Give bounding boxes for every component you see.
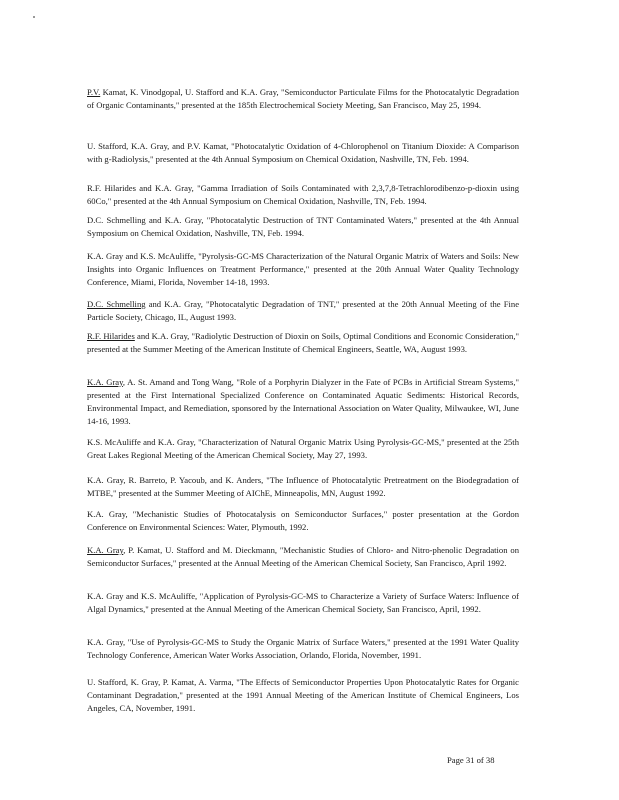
entry-text: Kamat, K. Vinodgopal, U. Stafford and K.A. Gray, "Semiconductor Particulate Films for the Photocatalytic Degradation of Organic Contaminants," presented at the 185th Electrochemical Society Meeting, San Francisco, May 25, 1994. [87,87,519,110]
entry-text: K.A. Gray, R. Barreto, P. Yacoub, and K. Anders, "The Influence of Photocatalytic Pretreatment on the Biodegradation of MTBE," presented at the Summer Meeting of AIChE, Minneapolis, MN, August 1992. [87,475,519,498]
entry-text: K.S. McAuliffe and K.A. Gray, "Characterization of Natural Organic Matrix Using Pyrolysis-GC-MS," presented at the 25th Great Lakes Regional Meeting of the American Chemical Society, May 27, 1993. [87,437,519,460]
entry-text: R.F. Hilarides and K.A. Gray, "Gamma Irradiation of Soils Contaminated with 2,3,7,8-Tetrachlorodibenzo-p-dioxin using 60Co," presented at the 4th Annual Symposium on Chemical Oxidation, Nashville, TN, Feb. 1994. [87,183,519,206]
publication-entry [87,140,519,166]
entry-underlined-author: R.F. Hilarides [87,331,135,341]
entry-text: D.C. Schmelling and K.A. Gray, "Photocatalytic Destruction of TNT Contaminated Waters," presented at the 4th Annual Symposium on Chemical Oxidation, Nashville, TN, Feb. 1994. [87,215,519,238]
publication-entry [87,376,519,428]
entry-text: and K.A. Gray, "Radiolytic Destruction of Dioxin on Soils, Optimal Conditions and Economic Consideration," presented at the Summer Meeting of the American Institute of Chemical Engineers, Seattle, WA, August 1993. [87,331,519,354]
entry-text: , A. St. Amand and Tong Wang, "Role of a Porphyrin Dialyzer in the Fate of PCBs in Artificial Stream Systems," presented at the First International Specialized Conference on Contaminated Aquatic Sediments: Historical Records, Environmental Impact, and Remediation, sponsored by the International Association on Water Quality, Milwaukee, WI, June 14-16, 1993. [87,377,519,426]
entry-text: K.A. Gray, "Use of Pyrolysis-GC-MS to Study the Organic Matrix of Surface Waters," presented at the 1991 Water Quality Technology Conference, American Water Works Association, Orlando, Florida, November, 1991. [87,637,519,660]
entry-text: U. Stafford, K.A. Gray, and P.V. Kamat, "Photocatalytic Oxidation of 4-Chlorophenol on Titanium Dioxide: A Comparison with g-Radiolysis," presented at the 4th Annual Symposium on Chemical Oxidation, Nashville, TN, Feb. 1994. [87,141,519,164]
entry-text: and K.A. Gray, "Photocatalytic Degradation of TNT," presented at the 20th Annual Meeting of the Fine Particle Society, Chicago, IL, August 1993. [87,299,520,322]
publication-entry [87,508,519,534]
page-number: Page 31 of 38 [447,755,495,765]
entry-underlined-author: D.C. Schmelling [87,299,146,309]
publication-entry [87,214,519,240]
publication-entry [87,298,519,324]
entry-text: , P. Kamat, U. Stafford and M. Dieckmann, "Mechanistic Studies of Chloro- and Nitro-phenolic Degradation on Semiconductor Surfaces," presented at the Annual Meeting of the American Chemical Society, San Francisco, April 1992. [87,545,519,568]
entry-text: K.A. Gray, "Mechanistic Studies of Photocatalysis on Semiconductor Surfaces," poster presentation at the Gordon Conference on Environmental Sciences: Water, Plymouth, 1992. [87,509,519,532]
scan-speck [33,16,35,18]
entry-text: K.A. Gray and K.S. McAuliffe, "Pyrolysis-GC-MS Characterization of the Natural Organic Matrix of Waters and Soils: New Insights into Organic Influences on Treatment Performance," presented at the 20th Annual Water Quality Technology Conference, Miami, Florida, November 14-18, 1993. [87,251,519,287]
publication-entry [87,676,519,715]
publication-entry [87,330,519,356]
publication-entry [87,436,519,462]
publication-entry [87,590,519,616]
entry-text: K.A. Gray and K.S. McAuliffe, "Application of Pyrolysis-GC-MS to Characterize a Variety of Surface Waters: Influence of Algal Dynamics," presented at the Annual Meeting of the American Chemical Society, San Francisco, April, 1992. [87,591,519,614]
entry-underlined-author: K.A. Gray [87,377,123,387]
entry-text: U. Stafford, K. Gray, P. Kamat, A. Varma, "The Effects of Semiconductor Properties Upon Photocatalytic Rates for Organic Contaminant Degradation," presented at the 1991 Annual Meeting of the American Institute of Chemical Engineers, Los Angeles, CA, November, 1991. [87,677,519,713]
publication-entry [87,182,519,208]
entry-underlined-author: P.V. [87,87,101,97]
publication-entry [87,636,519,662]
publication-entry [87,474,519,500]
publication-entry [87,544,519,570]
publication-entry [87,250,519,289]
entry-underlined-author: K.A. Gray [87,545,124,555]
publication-entry [87,86,519,112]
